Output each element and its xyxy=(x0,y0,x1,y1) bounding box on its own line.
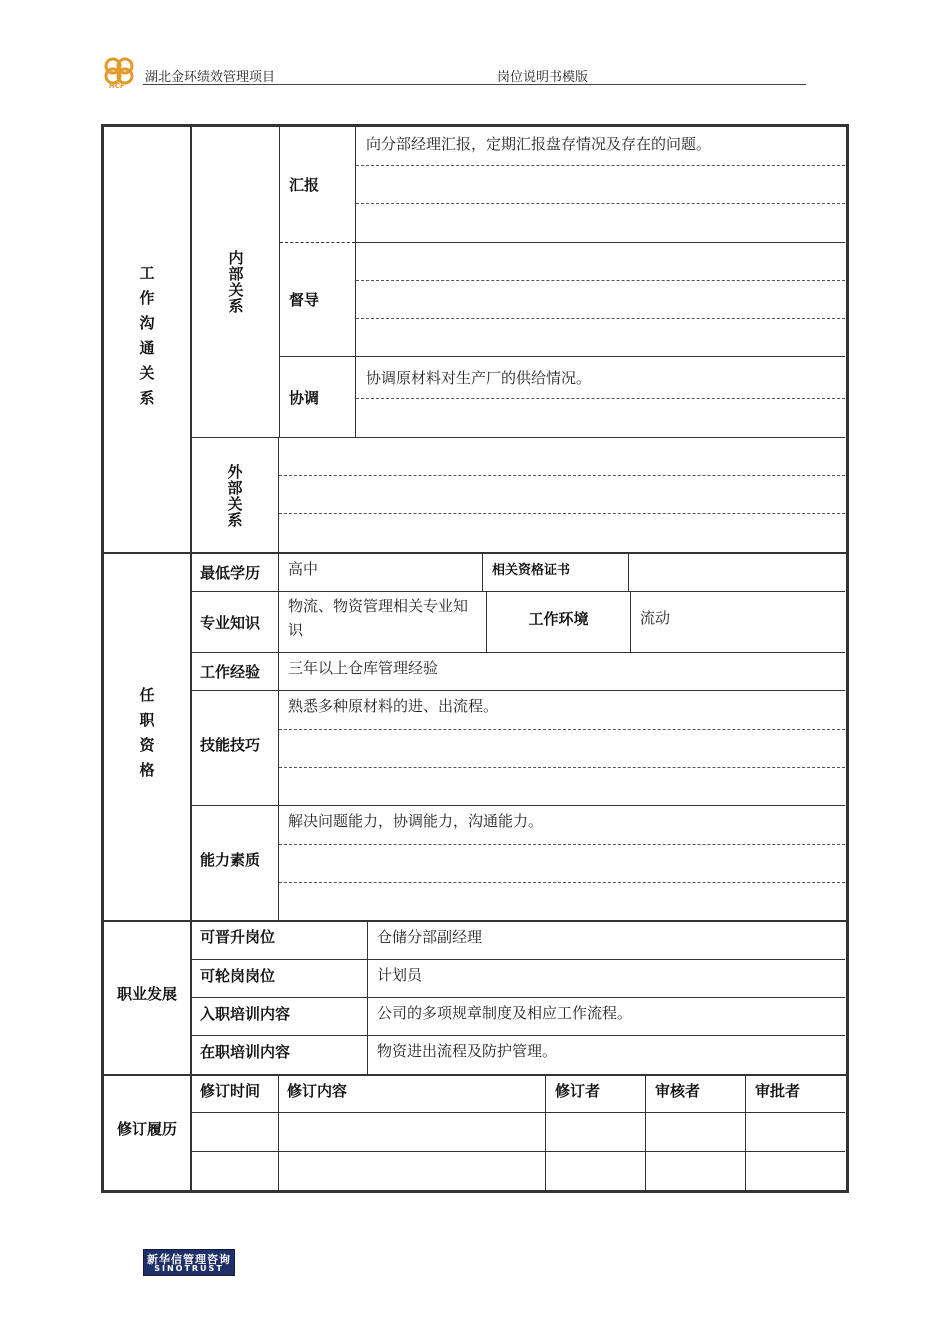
grid-line xyxy=(192,805,845,806)
section-communication: 工作沟通关系 xyxy=(137,265,156,415)
certificate-label: 相关资格证书 xyxy=(492,562,571,578)
revision-col-approver: 审批者 xyxy=(755,1081,801,1100)
fill-line xyxy=(356,203,845,204)
grid-line xyxy=(279,127,280,437)
logo-text: HCF xyxy=(109,82,125,90)
knowledge-label: 专业知识 xyxy=(200,613,261,632)
skills-label: 技能技巧 xyxy=(200,736,261,754)
experience-value: 三年以上仓库管理经验 xyxy=(288,659,439,677)
fill-line xyxy=(279,844,845,845)
grid-line xyxy=(630,592,631,652)
company-logo xyxy=(100,52,140,92)
footer-brand-en: SINOTRUST xyxy=(154,1264,224,1273)
header-rule xyxy=(143,84,806,85)
grid-line xyxy=(356,242,845,243)
knowledge-value: 物流、物资管理相关专业知识 xyxy=(288,597,469,639)
fill-line xyxy=(356,165,845,166)
onboarding-value: 公司的多项规章制度及相应工作流程。 xyxy=(377,1004,633,1022)
report-label: 汇报 xyxy=(289,176,320,194)
section-revision: 修订履历 xyxy=(116,1119,177,1138)
experience-label: 工作经验 xyxy=(200,662,261,681)
ability-value: 解决问题能力，协调能力，沟通能力。 xyxy=(288,812,544,830)
grid-line xyxy=(545,1075,546,1190)
section-qualification: 任职资格 xyxy=(137,686,156,787)
environment-value: 流动 xyxy=(640,609,671,627)
promotion-value: 仓储分部副经理 xyxy=(377,928,483,946)
fill-line xyxy=(279,767,845,768)
ability-label: 能力素质 xyxy=(200,851,261,869)
footer-brand-cn: 新华信管理咨询 xyxy=(147,1253,231,1266)
grid-line xyxy=(482,553,483,591)
environment-label: 工作环境 xyxy=(528,609,589,628)
revision-col-reviser: 修订者 xyxy=(555,1081,601,1100)
supervise-label: 督导 xyxy=(289,291,320,309)
revision-col-content: 修订内容 xyxy=(287,1081,348,1100)
table-row xyxy=(192,1151,845,1152)
coordinate-text: 协调原材料对生产厂的供给情况。 xyxy=(366,369,592,387)
header-doc-type: 岗位说明书模版 xyxy=(497,70,589,85)
promotion-label: 可晋升岗位 xyxy=(200,927,276,946)
grid-line xyxy=(192,652,845,653)
inservice-label: 在职培训内容 xyxy=(200,1042,291,1061)
grid-line xyxy=(190,1075,192,1190)
fill-line xyxy=(356,318,845,319)
grid-line xyxy=(280,356,845,357)
grid-line xyxy=(278,438,279,553)
grid-line xyxy=(278,553,279,920)
revision-col-time: 修订时间 xyxy=(200,1081,261,1100)
grid-line xyxy=(192,690,845,691)
rotation-label: 可轮岗岗位 xyxy=(200,966,276,985)
fill-line xyxy=(279,475,845,476)
fill-line xyxy=(279,882,845,883)
grid-line xyxy=(192,437,845,438)
revision-col-reviewer: 审核者 xyxy=(655,1081,701,1100)
grid-line xyxy=(278,1075,279,1190)
grid-line xyxy=(645,1075,646,1190)
grid-line xyxy=(628,553,629,591)
external-relations-label: 外部关系 xyxy=(225,463,244,528)
section-career: 职业发展 xyxy=(116,985,177,1003)
fill-line xyxy=(356,398,845,399)
header-project: 湖北金环绩效管理项目 xyxy=(145,70,276,85)
onboarding-label: 入职培训内容 xyxy=(200,1004,291,1023)
fill-line xyxy=(356,280,845,281)
inservice-value: 物资进出流程及防护管理。 xyxy=(377,1042,558,1060)
education-label: 最低学历 xyxy=(200,563,261,582)
rotation-value: 计划员 xyxy=(377,966,423,984)
internal-relations-label: 内部关系 xyxy=(226,250,245,314)
grid-line xyxy=(190,553,192,920)
skills-value: 熟悉多种原材料的进、出流程。 xyxy=(288,697,499,715)
report-text: 向分部经理汇报，定期汇报盘存情况及存在的问题。 xyxy=(366,135,712,153)
grid-line xyxy=(745,1075,746,1190)
footer-logo xyxy=(143,1249,235,1276)
fill-line xyxy=(279,513,845,514)
coordinate-label: 协调 xyxy=(289,388,320,407)
education-value: 高中 xyxy=(288,560,319,578)
grid-line xyxy=(355,127,356,437)
table-row xyxy=(192,1112,845,1113)
fill-line xyxy=(279,729,845,730)
